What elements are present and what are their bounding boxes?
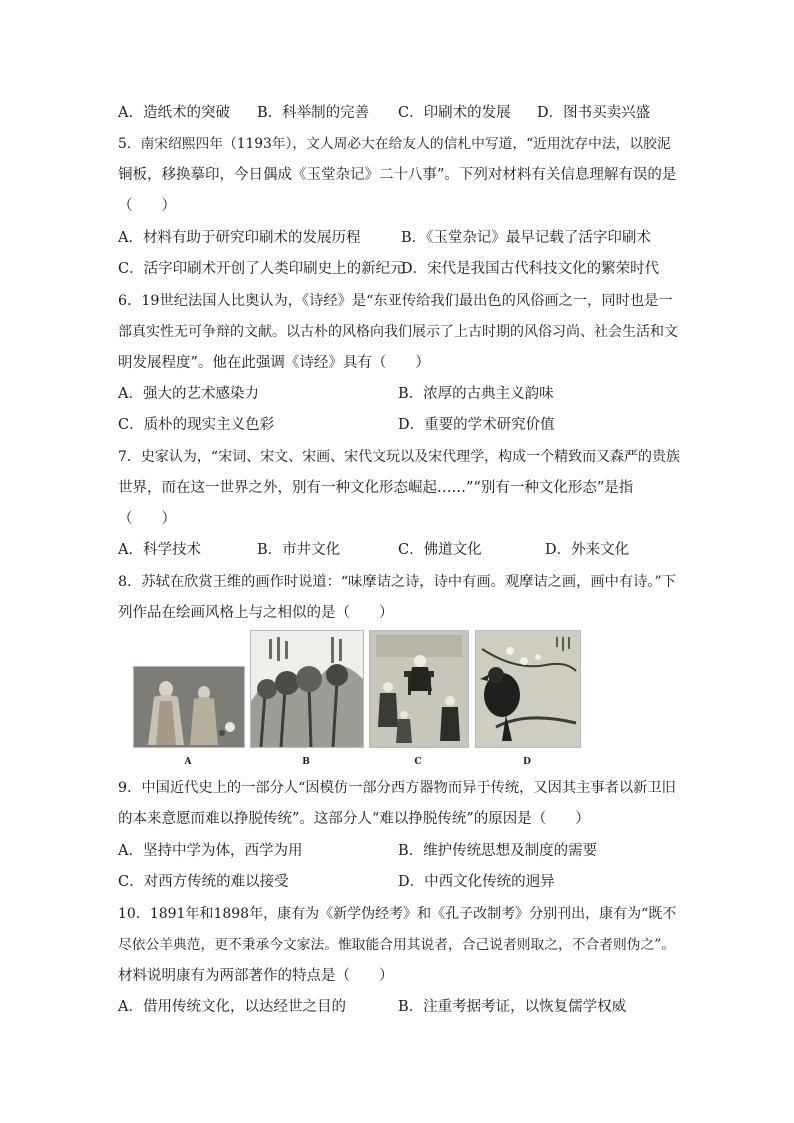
q5-options-row-2 bbox=[118, 259, 678, 279]
painting-b-landscape-icon bbox=[251, 631, 363, 747]
q6-option-a[interactable]: A．强大的艺术感染力 bbox=[118, 386, 259, 402]
q7-stem-line-2: 世界，而在这一世界之外，别有一种文化形态崛起……”“别有一种文化形态”是指 bbox=[118, 480, 634, 496]
q9-option-b[interactable]: B．维护传统思想及制度的需要 bbox=[398, 843, 598, 859]
q7-option-b[interactable]: B．市井文化 bbox=[257, 542, 341, 558]
q5-stem-line-1: 5．南宋绍熙四年（1193年），文人周必大在给友人的信札中写道，“近用沈存中法，以胶泥 bbox=[118, 136, 671, 152]
painting-a-figures-icon bbox=[134, 667, 244, 747]
q10-option-a[interactable]: A．借用传统文化，以达经世之目的 bbox=[118, 999, 346, 1015]
q6-option-c[interactable]: C．质朴的现实主义色彩 bbox=[118, 417, 275, 433]
q5-options-row-1 bbox=[118, 228, 678, 248]
q9-option-a[interactable]: A．坚持中学为体，西学为用 bbox=[118, 843, 303, 859]
q5-stem-line-2: 铜板，移换摹印，今日偶成《玉堂杂记》二十八事”。下列对材料有关信息理解有误的是 bbox=[118, 167, 677, 183]
q9-option-c[interactable]: C．对西方传统的难以接受 bbox=[118, 874, 289, 890]
caption-a: A bbox=[184, 757, 192, 767]
q4-options bbox=[118, 103, 678, 123]
q6-option-d[interactable]: D．重要的学术研究价值 bbox=[398, 417, 555, 433]
q6-stem-line-2: 部真实性无可争辩的文献。以古朴的风格向我们展示了上古时期的风俗习尚、社会生活和文 bbox=[118, 324, 678, 340]
q5-option-b[interactable]: B．《玉堂杂记》最早记载了活字印刷术 bbox=[401, 230, 651, 246]
q10-stem-line-3: 材料说明康有为两部著作的特点是（ ） bbox=[118, 968, 394, 984]
q9-option-d[interactable]: D．中西文化传统的迥异 bbox=[398, 874, 555, 890]
q8-stem-line-1: 8．苏轼在欣赏王维的画作时说道：“味摩诘之诗，诗中有画。观摩诘之画，画中有诗。”下 bbox=[118, 574, 677, 590]
q5-option-d[interactable]: D．宋代是我国古代科技文化的繁荣时代 bbox=[401, 261, 660, 277]
q6-stem-line-3: 明发展程度”。他在此强调《诗经》具有（ ） bbox=[118, 355, 430, 371]
q5-option-c[interactable]: C．活字印刷术开创了人类印刷史上的新纪元 bbox=[118, 261, 405, 277]
q8-painting-choices bbox=[133, 630, 533, 770]
q4-option-b[interactable]: B．科举制的完善 bbox=[257, 105, 370, 121]
q7-option-a[interactable]: A．科学技术 bbox=[118, 542, 201, 558]
q6-stem-line-1: 6．19世纪法国人比奥认为，《诗经》是“东亚传给我们最出色的风俗画之一，同时也是一 bbox=[118, 293, 673, 309]
painting-b[interactable] bbox=[250, 630, 364, 748]
q9-options-row-1 bbox=[118, 841, 678, 861]
q6-options-row-1 bbox=[118, 384, 678, 404]
q5-option-a[interactable]: A．材料有助于研究印刷术的发展历程 bbox=[118, 230, 361, 246]
painting-c[interactable] bbox=[369, 630, 469, 748]
q6-options-row-2 bbox=[118, 415, 678, 435]
q7-option-d[interactable]: D．外来文化 bbox=[545, 542, 630, 558]
q8-stem-line-2: 列作品在绘画风格上与之相似的是（ ） bbox=[118, 605, 394, 621]
q9-stem-line-2: 的本来意愿而难以挣脱传统”。这部分人“难以挣脱传统”的原因是（ ） bbox=[118, 811, 590, 827]
caption-b: B bbox=[302, 757, 310, 767]
painting-d[interactable] bbox=[475, 630, 581, 748]
q9-options-row-2 bbox=[118, 872, 678, 892]
q10-stem-line-1: 10．1891年和1898年，康有为《新学伪经考》和《孔子改制考》分别刊出，康有为“既不 bbox=[118, 906, 677, 922]
q4-option-d[interactable]: D．图书买卖兴盛 bbox=[537, 105, 651, 121]
q10-stem-line-2: 尽依公羊典范，更不秉承今文家法。惟取能合用其说者，合己说者则取之，不合者则伪之”。 bbox=[118, 937, 676, 953]
painting-c-figures-icon bbox=[370, 631, 468, 747]
q7-options bbox=[118, 540, 678, 560]
q6-option-b[interactable]: B．浓厚的古典主义韵味 bbox=[398, 386, 554, 402]
q5-stem-line-3: （ ） bbox=[118, 198, 176, 214]
q7-option-c[interactable]: C．佛道文化 bbox=[398, 542, 482, 558]
q7-stem-line-1: 7．史家认为，“宋词、宋文、宋画、宋代文玩以及宋代理学，构成一个精致而又森严的贵族 bbox=[118, 449, 681, 465]
q4-option-c[interactable]: C．印刷术的发展 bbox=[398, 105, 511, 121]
q7-stem-line-3: （ ） bbox=[118, 511, 176, 527]
painting-d-bird-icon bbox=[476, 631, 580, 747]
q10-options-row-1 bbox=[118, 997, 678, 1017]
painting-a[interactable] bbox=[133, 666, 245, 748]
q4-option-a[interactable]: A．造纸术的突破 bbox=[118, 105, 230, 121]
caption-d: D bbox=[523, 757, 531, 767]
caption-c: C bbox=[414, 757, 422, 767]
q10-option-b[interactable]: B．注重考据考证，以恢复儒学权威 bbox=[398, 999, 627, 1015]
q9-stem-line-1: 9．中国近代史上的一部分人“因模仿一部分西方器物而异于传统，又因其主事者以新卫旧 bbox=[118, 780, 676, 796]
